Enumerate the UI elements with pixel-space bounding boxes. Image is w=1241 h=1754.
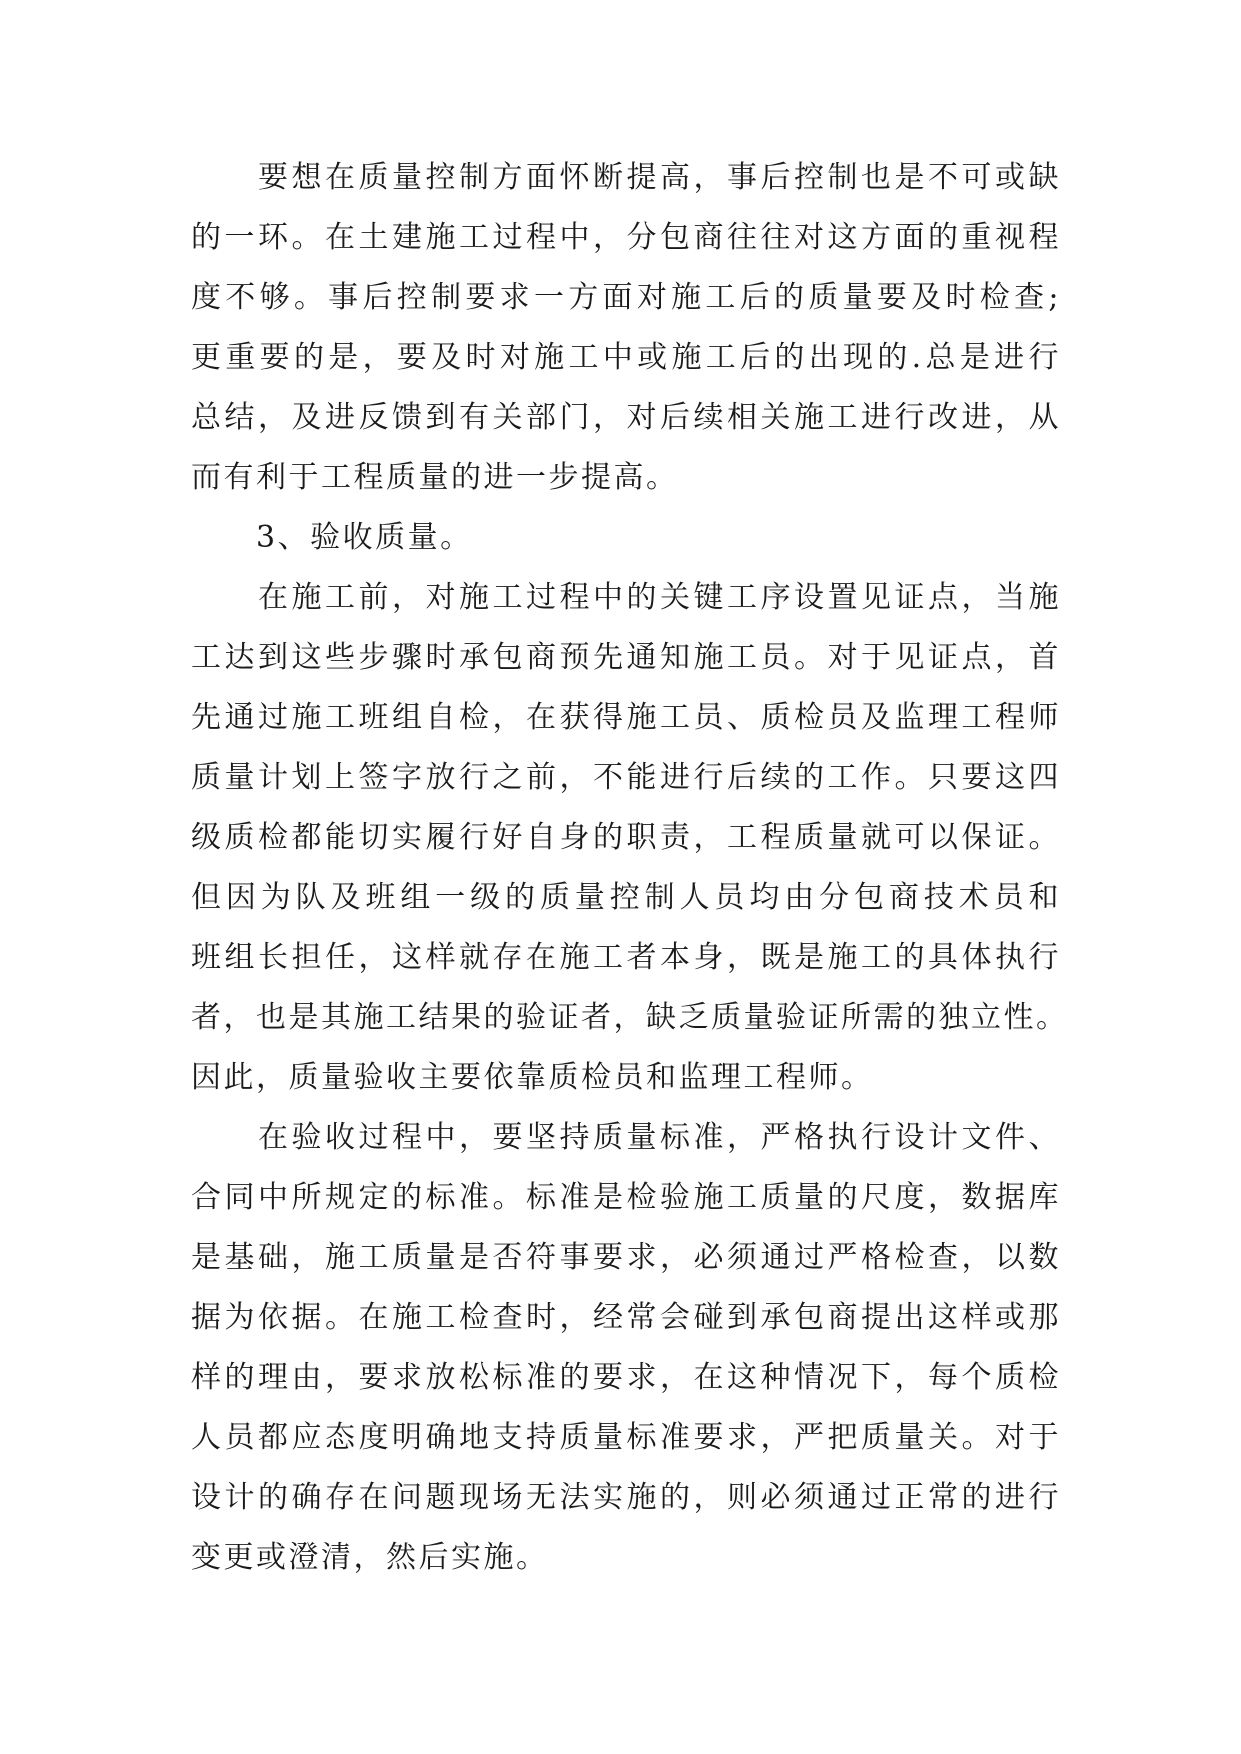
text-line-4: 更重要的是，要及时对施工中或施工后的出现的.总是进行 [191, 340, 1061, 375]
document-body [191, 148, 1069, 1588]
text-line-19: 是基础，施工质量是否符事要求，必须通过严格检查，以数 [191, 1240, 1061, 1275]
text-line-2: 的一环。在土建施工过程中，分包商往往对这方面的重视程 [191, 220, 1061, 255]
text-line-1: 要想在质量控制方面怀断提高，事后控制也是不可或缺 [191, 160, 1061, 195]
text-line-3: 度不够。事后控制要求一方面对施工后的质量要及时检查; [191, 280, 1061, 315]
text-line-21: 样的理由，要求放松标准的要求，在这种情况下，每个质检 [191, 1360, 1061, 1395]
text-line-13: 但因为队及班组一级的质量控制人员均由分包商技术员和 [191, 880, 1061, 915]
text-line-17: 在验收过程中，要坚持质量标准，严格执行设计文件、 [191, 1120, 1061, 1155]
text-line-22: 人员都应态度明确地支持质量标准要求，严把质量关。对于 [191, 1420, 1061, 1455]
text-line-12: 级质检都能切实履行好自身的职责，工程质量就可以保证。 [191, 820, 1061, 855]
text-line-16: 因此，质量验收主要依靠质检员和监理工程师。 [191, 1060, 874, 1095]
text-line-14: 班组长担任，这样就存在施工者本身，既是施工的具体执行 [191, 940, 1061, 975]
text-line-20: 据为依据。在施工检查时，经常会碰到承包商提出这样或那 [191, 1300, 1061, 1335]
text-line-23: 设计的确存在问题现场无法实施的，则必须通过正常的进行 [191, 1480, 1061, 1515]
text-line-11: 质量计划上签字放行之前，不能进行后续的工作。只要这四 [191, 760, 1061, 795]
text-line-8: 在施工前，对施工过程中的关键工序设置见证点，当施 [191, 580, 1061, 615]
text-line-5: 总结，及进反馈到有关部门，对后续相关施工进行改进，从 [191, 400, 1061, 435]
text-line-6: 而有利于工程质量的进一步提高。 [191, 460, 679, 495]
section-heading: 3、验收质量。 [191, 520, 473, 555]
text-line-9: 工达到这些步骤时承包商预先通知施工员。对于见证点，首 [191, 640, 1061, 675]
text-line-10: 先通过施工班组自检，在获得施工员、质检员及监理工程师 [191, 700, 1061, 735]
text-line-24: 变更或澄清，然后实施。 [191, 1540, 549, 1575]
text-line-15: 者，也是其施工结果的验证者，缺乏质量验证所需的独立性。 [191, 1000, 1069, 1035]
text-line-18: 合同中所规定的标准。标准是检验施工质量的尺度，数据库 [191, 1180, 1061, 1215]
